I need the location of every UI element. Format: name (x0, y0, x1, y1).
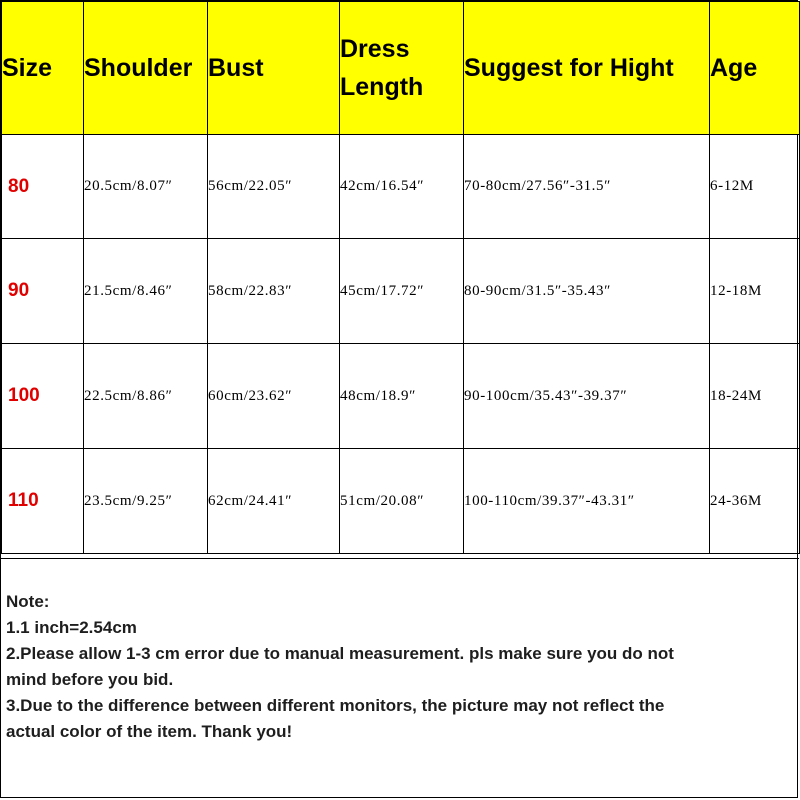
bust-cell: 62cm/24.41″ (208, 449, 340, 554)
table-row (2, 135, 800, 239)
height-cell: 100-110cm/39.37″-43.31″ (464, 449, 710, 554)
bust-cell: 58cm/22.83″ (208, 239, 340, 344)
header-suggested-height: Suggest for Hight (464, 2, 710, 135)
age-cell: 24-36M (710, 449, 800, 554)
shoulder-cell: 21.5cm/8.46″ (84, 239, 208, 344)
dress-length-cell: 42cm/16.54″ (340, 135, 464, 239)
height-cell: 70-80cm/27.56″-31.5″ (464, 135, 710, 239)
size-cell: 110 (2, 449, 84, 554)
height-cell: 80-90cm/31.5″-35.43″ (464, 239, 710, 344)
age-cell: 6-12M (710, 135, 800, 239)
bust-cell: 60cm/23.62″ (208, 344, 340, 449)
notes-title: Note: (6, 592, 50, 611)
notes-section (1, 558, 799, 798)
age-cell: 12-18M (710, 239, 800, 344)
size-cell: 100 (2, 344, 84, 449)
dress-length-cell: 45cm/17.72″ (340, 239, 464, 344)
note-line: actual color of the item. Thank you! (6, 722, 293, 741)
header-size: Size (2, 2, 84, 135)
bust-cell: 56cm/22.05″ (208, 135, 340, 239)
shoulder-cell: 22.5cm/8.86″ (84, 344, 208, 449)
height-cell: 90-100cm/35.43″-39.37″ (464, 344, 710, 449)
table-row (2, 344, 800, 449)
size-table (1, 1, 800, 554)
header-dress-length: Dress Length (340, 2, 464, 135)
age-cell: 18-24M (710, 344, 800, 449)
note-line: 2.Please allow 1-3 cm error due to manual measurement. pls make sure you do not (6, 644, 674, 663)
table-row (2, 239, 800, 344)
header-row (2, 2, 800, 135)
note-line: 3.Due to the difference between different monitors, the picture may not reflect the (6, 696, 665, 715)
size-cell: 80 (2, 135, 84, 239)
shoulder-cell: 23.5cm/9.25″ (84, 449, 208, 554)
dress-length-cell: 51cm/20.08″ (340, 449, 464, 554)
header-age: Age (710, 2, 800, 135)
shoulder-cell: 20.5cm/8.07″ (84, 135, 208, 239)
size-cell: 90 (2, 239, 84, 344)
table-row (2, 449, 800, 554)
dress-length-cell: 48cm/18.9″ (340, 344, 464, 449)
note-line: mind before you bid. (6, 670, 174, 689)
header-bust: Bust (208, 2, 340, 135)
note-line: 1.1 inch=2.54cm (6, 618, 137, 637)
header-shoulder: Shoulder (84, 2, 208, 135)
